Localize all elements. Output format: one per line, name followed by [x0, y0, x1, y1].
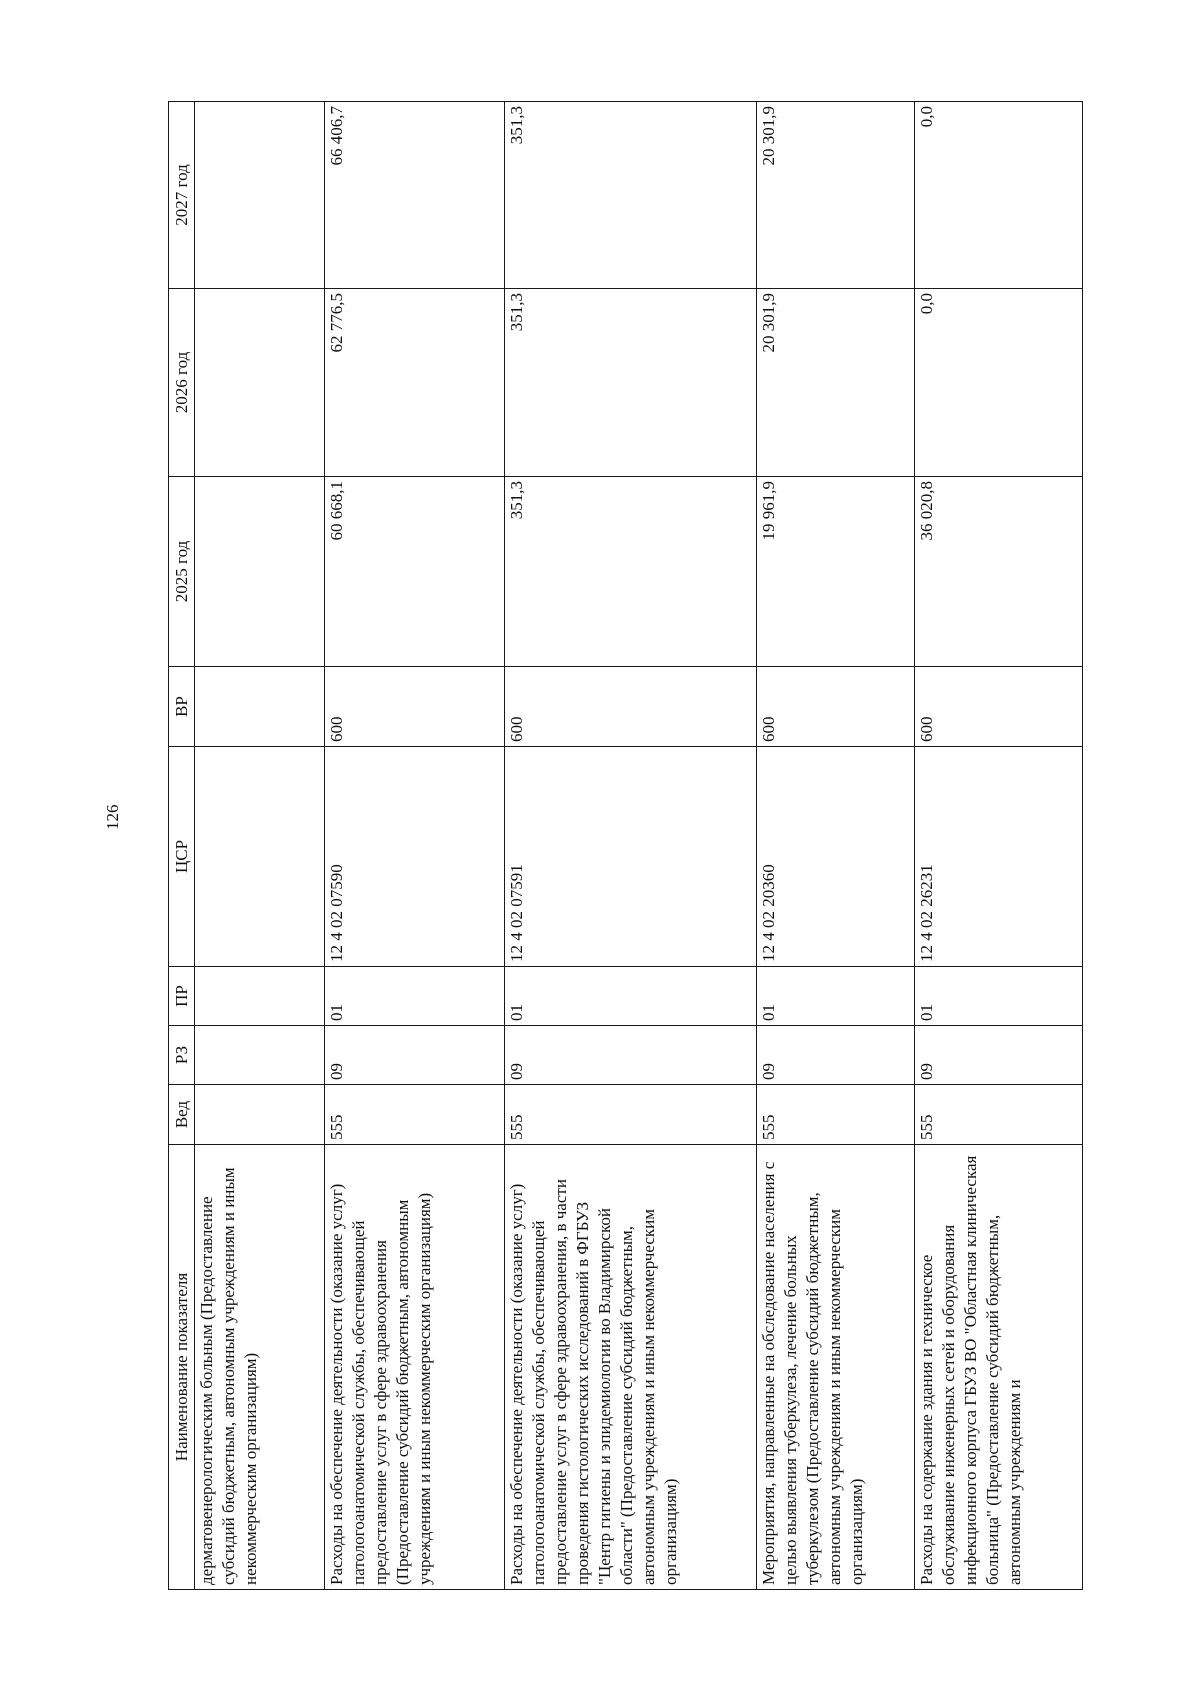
cell-csr: 12 4 02 20360 — [757, 747, 915, 967]
cell-csr: 12 4 02 26231 — [915, 747, 1083, 967]
cell-2027: 351,3 — [505, 102, 757, 289]
cell-vr: 600 — [325, 667, 505, 747]
cell-vr — [195, 667, 325, 747]
header-ved: Вед — [169, 1085, 195, 1145]
header-2025: 2025 год — [169, 477, 195, 667]
header-pr: ПР — [169, 967, 195, 1026]
cell-rz — [195, 1026, 325, 1085]
cell-csr: 12 4 02 07591 — [505, 747, 757, 967]
cell-ved: 555 — [915, 1085, 1083, 1145]
header-vr: ВР — [169, 667, 195, 747]
cell-ved: 555 — [757, 1085, 915, 1145]
cell-pr: 01 — [325, 967, 505, 1026]
cell-2026: 20 301,9 — [757, 289, 915, 477]
cell-2027: 20 301,9 — [757, 102, 915, 289]
cell-2025: 36 020,8 — [915, 477, 1083, 667]
cell-name: дерматовенерологическим больным (Предоставление субсидий бюджетным, автономным учреждениям и иным некоммерческим организациям) — [195, 1145, 325, 1590]
table-rotated-container — [168, 102, 1081, 1590]
table-row — [505, 102, 757, 1590]
budget-table — [168, 101, 1083, 1590]
cell-vr: 600 — [915, 667, 1083, 747]
cell-2025: 19 961,9 — [757, 477, 915, 667]
cell-pr — [195, 967, 325, 1026]
cell-ved — [195, 1085, 325, 1145]
cell-vr: 600 — [505, 667, 757, 747]
cell-name: Расходы на обеспечение деятельности (оказание услуг) патологоанатомической службы, обеспечивающей предоставление услуг в сфере здравоохранения, в части проведения гистологических исследований в ФГБУЗ "Центр гигиены и эпидемиологии во Владимирской области" (Предоставление субсидий бюджетным, автономным учреждениям и иным некоммерческим организациям) — [505, 1145, 757, 1590]
cell-csr: 12 4 02 07590 — [325, 747, 505, 967]
cell-pr: 01 — [757, 967, 915, 1026]
cell-pr: 01 — [505, 967, 757, 1026]
cell-rz: 09 — [915, 1026, 1083, 1085]
cell-2027 — [195, 102, 325, 289]
header-name: Наименование показателя — [169, 1145, 195, 1590]
cell-rz: 09 — [505, 1026, 757, 1085]
cell-vr: 600 — [757, 667, 915, 747]
cell-name: Мероприятия, направленные на обследование населения с целью выявления туберкулеза, лечение больных туберкулезом (Предоставление субсидий бюджетным, автономным учреждениям и иным некоммерческим организациям) — [757, 1145, 915, 1590]
header-rz: РЗ — [169, 1026, 195, 1085]
cell-2027: 66 406,7 — [325, 102, 505, 289]
cell-2026: 62 776,5 — [325, 289, 505, 477]
cell-rz: 09 — [757, 1026, 915, 1085]
header-2027: 2027 год — [169, 102, 195, 289]
cell-name: Расходы на содержание здания и техническое обслуживание инженерных сетей и оборудования инфекционного корпуса ГБУЗ ВО "Областная клиническая больница" (Предоставление субсидий бюджетным, автономным учреждениям и — [915, 1145, 1083, 1590]
cell-2027: 0,0 — [915, 102, 1083, 289]
page-number: 126 — [103, 804, 122, 830]
header-2026: 2026 год — [169, 289, 195, 477]
table-row — [195, 102, 325, 1590]
cell-2026 — [195, 289, 325, 477]
cell-2026: 351,3 — [505, 289, 757, 477]
cell-2025: 60 668,1 — [325, 477, 505, 667]
table-row — [915, 102, 1083, 1590]
cell-name: Расходы на обеспечение деятельности (оказание услуг) патологоанатомической службы, обеспечивающей предоставление услуг в сфере здравоохранения (Предоставление субсидий бюджетным, автономным учреждениям и иным некоммерческим организациям) — [325, 1145, 505, 1590]
header-csr: ЦСР — [169, 747, 195, 967]
table-header-row — [169, 102, 195, 1590]
cell-rz: 09 — [325, 1026, 505, 1085]
cell-2025 — [195, 477, 325, 667]
cell-2025: 351,3 — [505, 477, 757, 667]
cell-csr — [195, 747, 325, 967]
cell-pr: 01 — [915, 967, 1083, 1026]
table-row — [325, 102, 505, 1590]
cell-2026: 0,0 — [915, 289, 1083, 477]
table-row — [757, 102, 915, 1590]
cell-ved: 555 — [505, 1085, 757, 1145]
cell-ved: 555 — [325, 1085, 505, 1145]
